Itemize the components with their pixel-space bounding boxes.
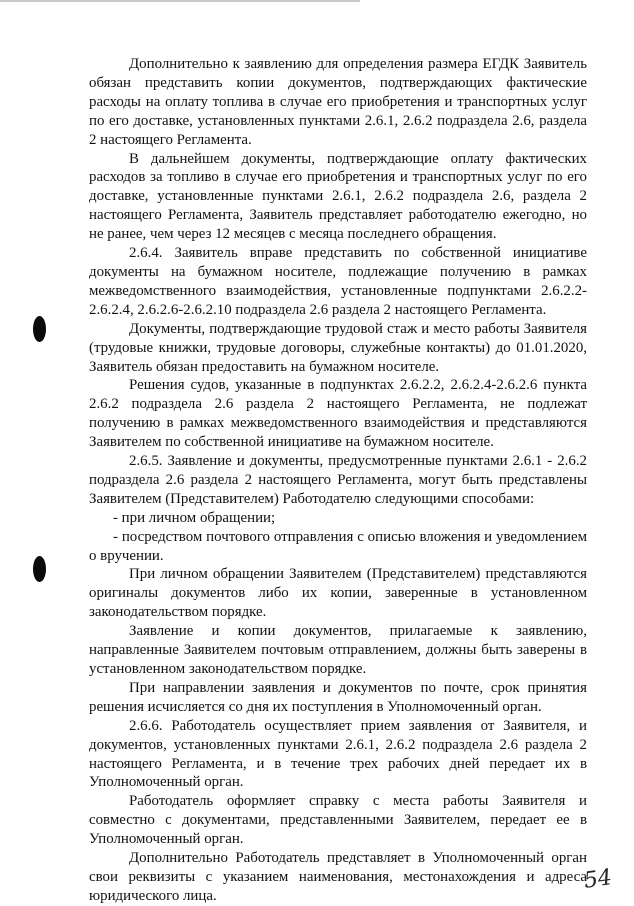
page-number: 54 — [582, 865, 614, 894]
list-item: - при личном обращении; — [113, 509, 276, 526]
punch-hole-mark — [33, 316, 46, 342]
paragraph: Документы, подтверждающие трудовой стаж и место работы Заявителя (трудовые книжки, трудовые договоры, служебные контакты) до 01.01.2020, Заявитель обязан предоставить на бумажном носителе. — [89, 320, 587, 375]
paragraph: 2.6.5. Заявление и документы, предусмотренные пунктами 2.6.1 - 2.6.2 подраздела 2.6 раздела 2 настоящего Регламента, могут быть представлены Заявителем (Представителем) Работодателю следующими способами: — [89, 453, 587, 507]
paragraph: 2.6.6. Работодатель осуществляет прием заявления от Заявителя, и документов, установленных пунктами 2.6.1, 2.6.2 подраздела 2.6 раздела 2 настоящего Регламента, и в течение трех рабочих дней передает их в Уполномоченный орган. — [89, 717, 587, 791]
paragraph: В дальнейшем документы, подтверждающие оплату фактических расходов за топливо в случае его приобретения и транспортных услуг по его доставке, установленные пунктами 2.6.1, 2.6.2 подраздела 2.6, раздела 2 настоящего Регламента, Заявитель представляет работодателю ежегодно, но не ранее, чем через 12 месяцев с месяца последнего обращения. — [89, 150, 587, 243]
punch-hole-mark — [33, 556, 46, 582]
paragraph: Решения судов, указанные в подпунктах 2.6.2.2, 2.6.2.4-2.6.2.6 пункта 2.6.2 подраздела 2.6 раздела 2 настоящего Регламента, не подлежат получению в рамках межведомственного взаимодействия и представляются Заявителем по собственной инициативе на бумажном носителе. — [89, 377, 587, 451]
paragraph: При личном обращении Заявителем (Представителем) представляются оригиналы документов либо их копии, заверенные в установленном законодательством порядке. — [89, 566, 587, 621]
scan-edge-line — [0, 0, 360, 2]
list-item: - посредством почтового отправления с описью вложения и уведомлением о вручении. — [89, 528, 587, 564]
paragraph: Дополнительно Работодатель представляет в Уполномоченный орган свои реквизиты с указанием наименования, местонахождения и адреса юридического лица. — [89, 850, 587, 904]
paragraph: При направлении заявления и документов по почте, срок принятия решения исчисляется со дня их поступления в Уполномоченный орган. — [89, 679, 587, 715]
paragraph: Заявление и копии документов, прилагаемые к заявлению, направленные Заявителем почтовым отправлением, должны быть заверены в установленном законодательством порядке. — [89, 623, 587, 677]
paragraph: Работодатель оформляет справку с места работы Заявителя и совместно с документами, представленными Заявителем, передает ее в Уполномоченный орган. — [89, 793, 587, 848]
paragraph: Дополнительно к заявлению для определения размера ЕГДК Заявитель обязан представить копии документов, подтверждающих фактические расходы на оплату топлива в случае его приобретения и транспортных услуг по его доставке, установленных пунктами 2.6.1, 2.6.2 подраздела 2.6, раздела 2 настоящего Регламента. — [89, 56, 587, 148]
paragraph: 2.6.4. Заявитель вправе представить по собственной инициативе документы на бумажном носителе, подлежащие получению в рамках межведомственного взаимодействия, установленные подпунктами 2.6.2.2-2.6.2.4, 2.6.2.6-2.6.2.10 подраздела 2.6 раздела 2 настоящего Регламента. — [89, 245, 587, 318]
document-body — [89, 55, 587, 906]
